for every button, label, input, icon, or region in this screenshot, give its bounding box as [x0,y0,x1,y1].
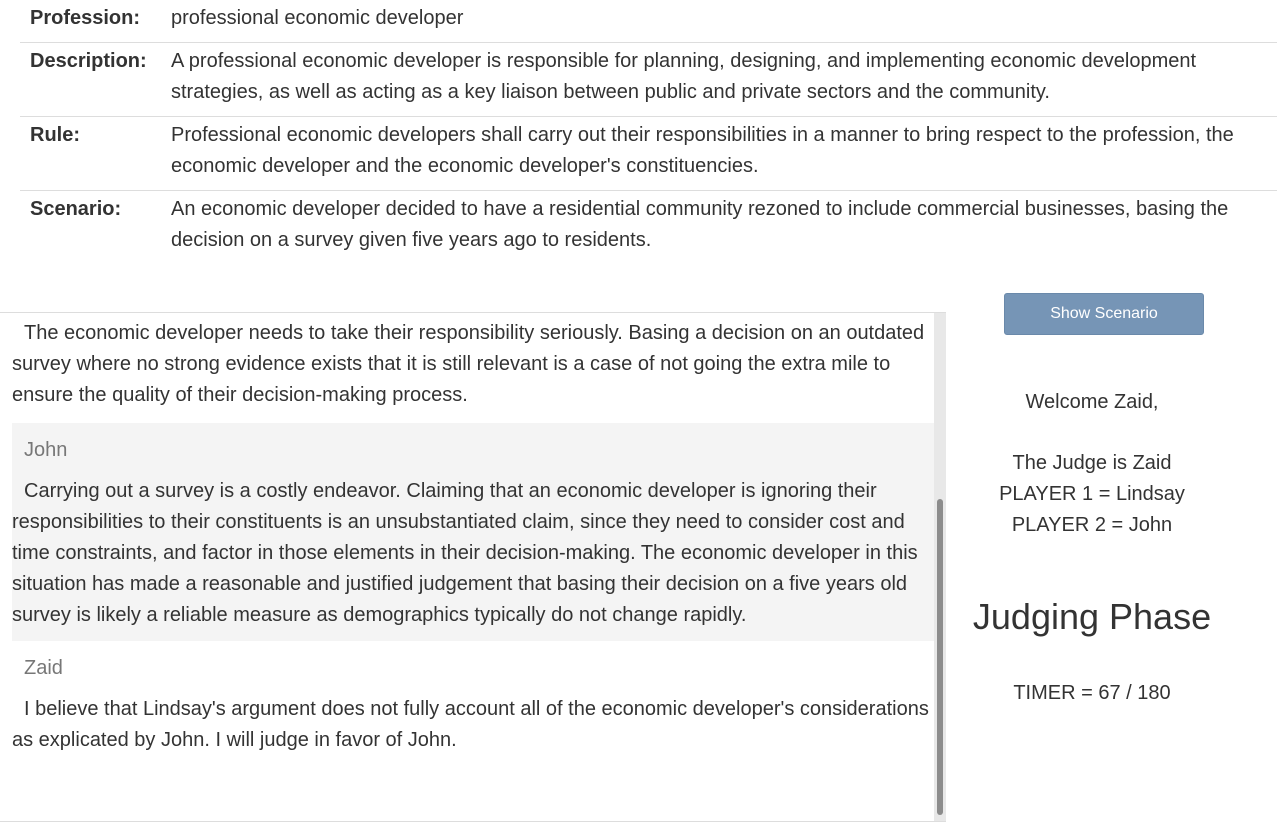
profession-label: Profession: [30,7,141,29]
scenario-details-table [20,0,1277,264]
chat-scrollbar[interactable] [934,313,946,821]
scenario-label: Scenario: [20,191,161,265]
welcome-text: Welcome Zaid, [1025,391,1159,413]
phase-title: Judging Phase [972,596,1212,637]
scenario-value: An economic developer decided to have a residential community rezoned to include commercial businesses, basing the decision on a survey given five years ago to residents. [161,191,1277,265]
player2-text: PLAYER 2 = John [1011,514,1173,536]
rule-value: Professional economic developers shall carry out their responsibilities in a manner to bring respect to the profession, the economic developer and the economic developer's constituencies. [161,117,1277,191]
message-author: Zaid [24,657,63,679]
timer-text: TIMER = 67 / 180 [1013,682,1171,704]
description-label: Description: [20,43,161,117]
chat-panel[interactable] [0,312,946,822]
chat-messages [12,312,934,766]
profession-value: professional economic developer [171,7,464,29]
show-scenario-button[interactable]: Show Scenario [1004,293,1204,335]
rule-label: Rule: [20,117,161,191]
scenario-row [20,191,1277,265]
description-value: A professional economic developer is responsible for planning, designing, and implementing economic development strategies, as well as acting as a key liaison between public and private sectors and the community. [161,43,1277,117]
message-text: The economic developer needs to take their responsibility seriously. Basing a decision on an outdated survey where no strong evidence exists that it is still relevant is a case of not going the extra mile to ensure the quality of their decision-making process. [12,322,925,406]
profession-row [20,0,1277,43]
player1-text: PLAYER 1 = Lindsay [999,483,1185,505]
chat-message [12,423,934,641]
message-author: John [24,439,68,461]
message-text: I believe that Lindsay's argument does not fully account all of the economic developer's considerations as explicated by John. I will judge in favor of John. [12,698,929,751]
chat-message [12,312,934,423]
chat-scrollbar-thumb[interactable] [937,499,943,815]
game-status-panel [946,293,1277,825]
message-text: Carrying out a survey is a costly endeavor. Claiming that an economic developer is ignoring their responsibilities to their constituents is an unsubstantiated claim, since they need to consider cost and time constraints, and factor in those elements in their decision-making. The economic developer in this situation has made a reasonable and justified judgement that basing their decision on a five years old survey is likely a reliable measure as demographics typically do not change rapidly. [12,480,918,626]
judge-text: The Judge is Zaid [1012,452,1172,474]
description-row [20,43,1277,117]
rule-row [20,117,1277,191]
chat-message [12,641,934,766]
